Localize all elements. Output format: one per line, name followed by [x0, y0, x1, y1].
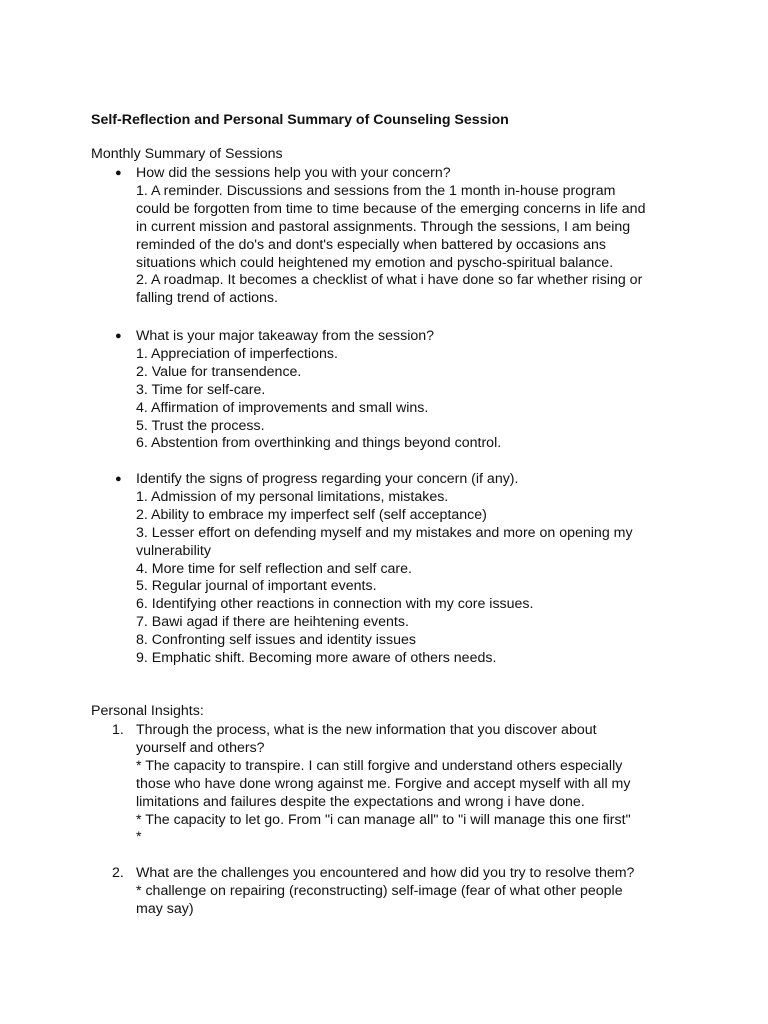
bullet-line: 5. Regular journal of important events.	[136, 578, 377, 595]
bullet-line: situations which could heightened my emotion and pyscho-spiritual balance.	[136, 254, 614, 271]
bullet-line: 3. Lesser effort on defending myself and my mistakes and more on opening my	[136, 524, 633, 541]
insight-line: those who have done wrong against me. Forgive and accept myself with all my	[136, 775, 631, 792]
bullet-line: 6. Identifying other reactions in connection with my core issues.	[136, 596, 534, 613]
bullet-line: 2. A roadmap. It becomes a checklist of what i have done so far whether rising or	[136, 272, 643, 289]
bullet-question: What is your major takeaway from the session?	[136, 328, 435, 344]
bullet-line: 8. Confronting self issues and identity issues	[136, 632, 416, 649]
insight-line: limitations and failures despite the expectations and wrong i have done.	[136, 793, 585, 810]
bullet-line: 9. Emphatic shift. Becoming more aware of others needs.	[136, 650, 497, 667]
bullet-major-takeaway	[115, 328, 696, 453]
bullet-dot-icon: ●	[115, 330, 122, 342]
bullet-line: reminded of the do's and dont's especially when battered by occasions ans	[136, 236, 606, 253]
bullet-line: 2. Ability to embrace my imperfect self (self acceptance)	[136, 506, 487, 523]
document-title: Self-Reflection and Personal Summary of Counseling Session	[91, 112, 509, 128]
bullet-line: 1. Admission of my personal limitations, mistakes.	[136, 488, 449, 505]
bullet-line: 1. Appreciation of imperfections.	[136, 345, 338, 362]
bullet-line: vulnerability	[136, 542, 211, 559]
personal-insights-heading: Personal Insights:	[91, 703, 204, 719]
bullet-dot-icon: ●	[115, 473, 122, 485]
bullet-line: 1. A reminder. Discussions and sessions from the 1 month in-house program	[136, 182, 616, 199]
bullet-signs-of-progress	[115, 471, 696, 668]
bullet-line: 4. More time for self reflection and self care.	[136, 560, 412, 577]
insight-line: * The capacity to transpire. I can still forgive and understand others especially	[136, 757, 623, 774]
list-number: 2.	[112, 865, 124, 881]
insight-line: yourself and others?	[136, 739, 265, 756]
bullet-line: 3. Time for self-care.	[136, 381, 266, 398]
bullet-line: 5. Trust the process.	[136, 417, 265, 434]
bullet-sessions-help	[115, 165, 696, 308]
monthly-summary-heading: Monthly Summary of Sessions	[91, 146, 283, 162]
insight-question: What are the challenges you encountered and how did you try to resolve them?	[136, 865, 635, 881]
insight-line: *	[136, 829, 142, 846]
list-number: 1.	[112, 722, 124, 738]
bullet-line: could be forgotten from time to time because of the emerging concerns in life and	[136, 200, 646, 217]
bullet-line: 7. Bawi agad if there are heihtening events.	[136, 614, 409, 631]
bullet-line: falling trend of actions.	[136, 290, 278, 307]
insight-line: may say)	[136, 900, 194, 917]
bullet-line: in current mission and pastoral assignments. Through the sessions, I am being	[136, 218, 631, 235]
insight-question: Through the process, what is the new information that you discover about	[136, 722, 597, 738]
insight-line: * challenge on repairing (reconstructing) self-image (fear of what other people	[136, 882, 623, 899]
insight-item-1	[112, 722, 696, 847]
bullet-dot-icon: ●	[115, 167, 122, 179]
bullet-line: 4. Affirmation of improvements and small wins.	[136, 399, 429, 416]
bullet-line: 6. Abstention from overthinking and things beyond control.	[136, 435, 502, 452]
insight-item-2	[112, 865, 696, 919]
bullet-question: Identify the signs of progress regarding your concern (if any).	[136, 471, 519, 487]
insight-line: * The capacity to let go. From "i can manage all" to "i will manage this one first"	[136, 811, 631, 828]
bullet-line: 2. Value for transendence.	[136, 363, 302, 380]
bullet-question: How did the sessions help you with your concern?	[136, 165, 451, 181]
